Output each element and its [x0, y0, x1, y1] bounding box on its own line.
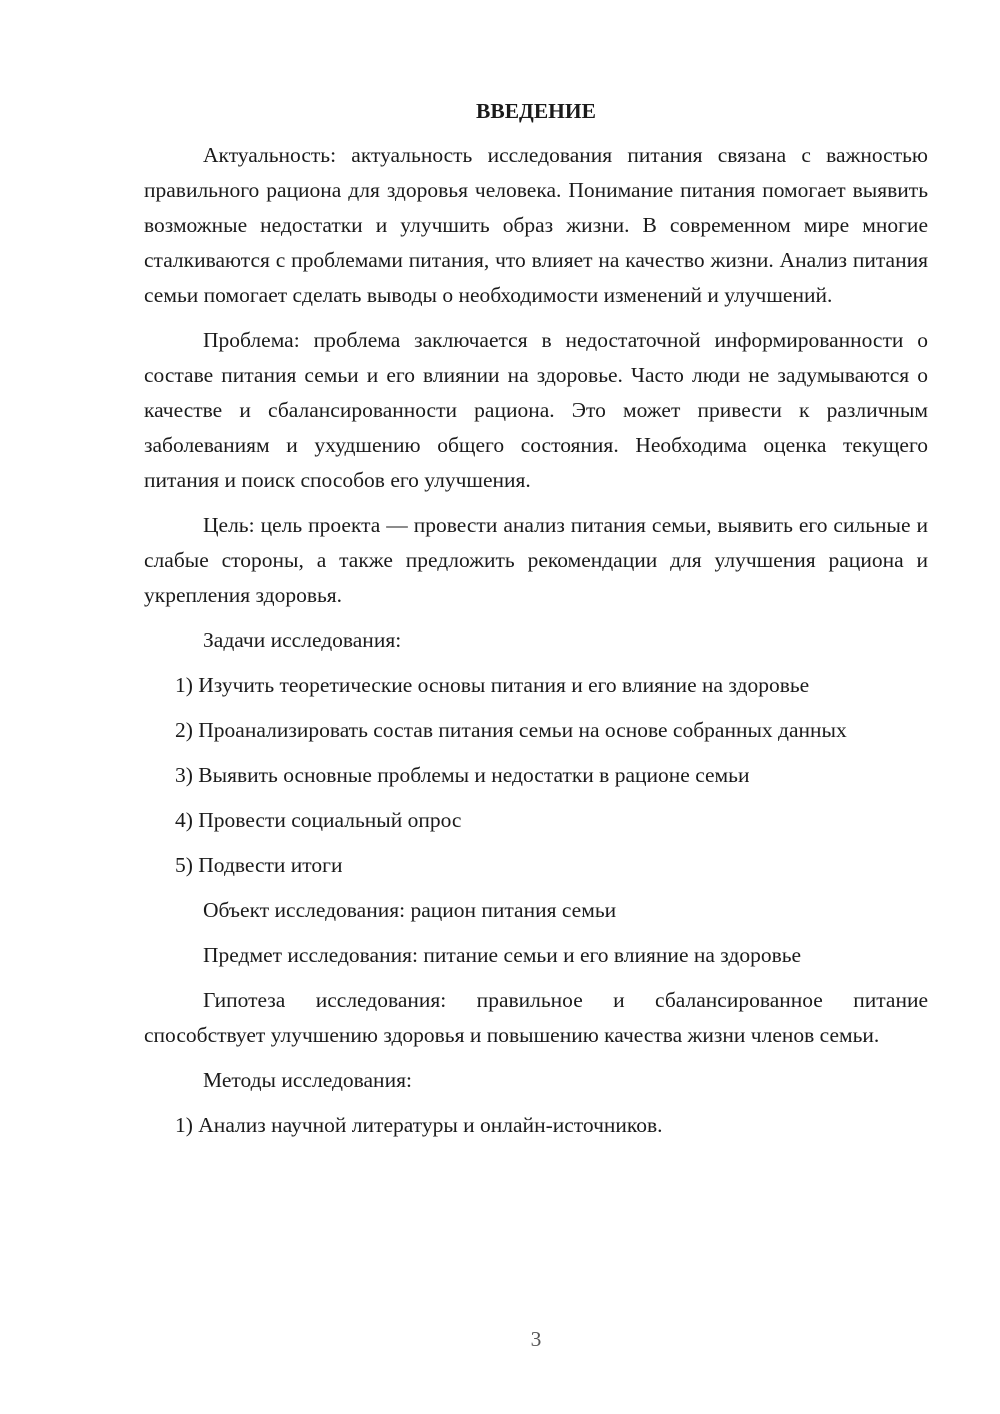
document-page: [144, 92, 928, 1153]
research-subject: Предмет исследования: питание семьи и его влияние на здоровье: [203, 943, 802, 967]
tasks-heading: Задачи исследования:: [203, 628, 402, 652]
research-object: Объект исследования: рацион питания семьи: [203, 898, 617, 922]
section-title: ВВЕДЕНИЕ: [476, 99, 596, 123]
task-item-2: 2) Проанализировать состав питания семьи на основе собранных данных: [175, 718, 847, 742]
task-item-4: 4) Провести социальный опрос: [175, 808, 462, 832]
goal-paragraph: Цель: цель проекта — провести анализ питания семьи, выявить его сильные и слабые стороны, а также предложить рекомендации для улучшения рациона и укрепления здоровья.: [144, 513, 928, 607]
method-item-1: 1) Анализ научной литературы и онлайн-источников.: [175, 1113, 663, 1137]
hypothesis-paragraph: Гипотеза исследования: правильное и сбалансированное питание способствует улучшению здоровья и повышению качества жизни членов семьи.: [144, 988, 928, 1047]
problem-paragraph: Проблема: проблема заключается в недостаточной информированности о составе питания семьи и его влиянии на здоровье. Часто люди не задумываются о качестве и сбалансированности рациона. Это может привести к различным заболеваниям и ухудшению общего состояния. Необходима оценка текущего питания и поиск способов его улучшения.: [144, 328, 928, 492]
page-number: 3: [530, 1327, 542, 1351]
relevance-paragraph: Актуальность: актуальность исследования питания связана с важностью правильного рациона для здоровья человека. Понимание питания помогает выявить возможные недостатки и улучшить образ жизни. В современном мире многие сталкиваются с проблемами питания, что влияет на качество жизни. Анализ питания семьи помогает сделать выводы о необходимости изменений и улучшений.: [144, 143, 928, 307]
task-item-3: 3) Выявить основные проблемы и недостатки в рационе семьи: [175, 763, 750, 787]
task-item-1: 1) Изучить теоретические основы питания и его влияние на здоровье: [175, 673, 810, 697]
task-item-5: 5) Подвести итоги: [175, 853, 343, 877]
methods-heading: Методы исследования:: [203, 1068, 412, 1092]
